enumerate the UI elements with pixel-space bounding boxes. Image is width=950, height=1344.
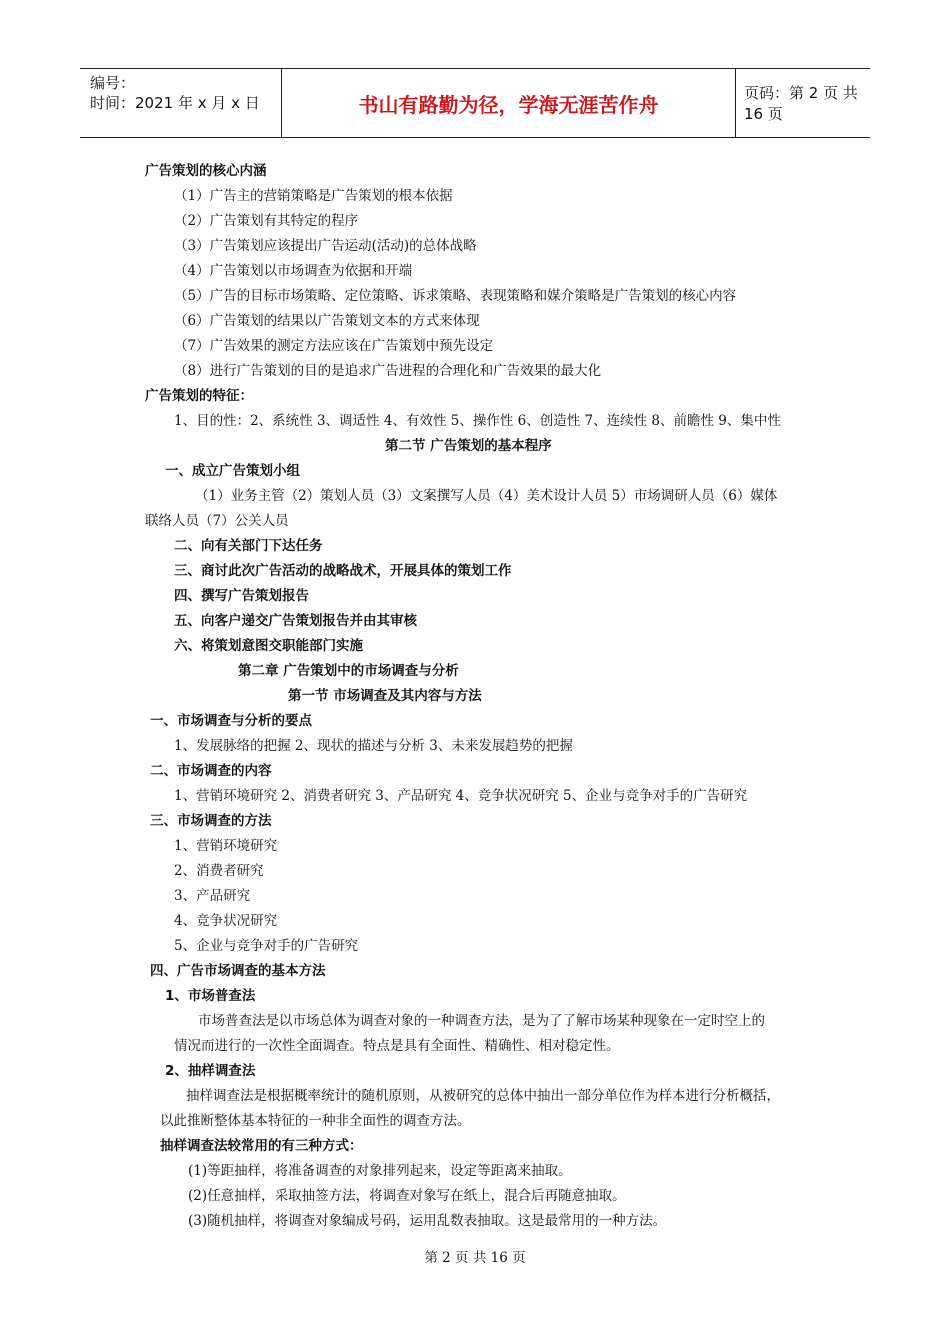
subsection-heading: 抽样调查法较常用的有三种方式： — [160, 1138, 363, 1154]
list-item: （5）广告的目标市场策略、定位策略、诉求策略、表现策略和媒介策略是广告策划的核心内容 — [174, 288, 737, 304]
header-motto: 书山有路勤为径，学海无涯苦作舟 — [281, 69, 736, 137]
paragraph-line: 1、营销环境研究 2、消费者研究 3、产品研究 4、竞争状况研究 5、企业与竞争对手的广告研究 — [174, 788, 748, 804]
paragraph-line: 联络人员（7）公关人员 — [145, 513, 289, 529]
list-item: （7）广告效果的测定方法应该在广告策划中预先设定 — [174, 338, 494, 354]
section-heading: 三、商讨此次广告活动的战略战术，开展具体的策划工作 — [174, 563, 512, 579]
list-item: （4）广告策划以市场调查为依据和开端 — [174, 263, 413, 279]
section-heading: 一、市场调查与分析的要点 — [150, 713, 312, 729]
list-item: （6）广告策划的结果以广告策划文本的方式来体现 — [174, 313, 480, 329]
list-item: （2）广告策划有其特定的程序 — [174, 213, 359, 229]
list-item: 1、营销环境研究 — [174, 838, 278, 854]
section-heading: 三、市场调查的方法 — [150, 813, 272, 829]
number-label: 编号： — [90, 74, 136, 92]
section-heading: 六、将策划意图交职能部门实施 — [174, 638, 363, 654]
paragraph-line: 抽样调查法是根据概率统计的随机原则，从被研究的总体中抽出一部分单位作为样本进行分析概括， — [186, 1088, 780, 1104]
section-heading: 二、市场调查的内容 — [150, 763, 272, 779]
list-item: 5、企业与竞争对手的广告研究 — [174, 938, 359, 954]
section-heading: 四、广告市场调查的基本方法 — [150, 963, 326, 979]
section-heading: 一、成立广告策划小组 — [165, 463, 300, 479]
section-heading: 广告策划的核心内涵 — [145, 163, 267, 179]
paragraph-line: （1）业务主管（2）策划人员（3）文案撰写人员（4）美术设计人员 5）市场调研人员（6）媒体 — [195, 488, 778, 504]
list-item: 4、竞争状况研究 — [174, 913, 278, 929]
paragraph-line: 以此推断整体基本特征的一种非全面性的调查方法。 — [160, 1113, 471, 1129]
list-item: (3)随机抽样，将调查对象编成号码，运用乱数表抽取。这是最常用的一种方法。 — [188, 1213, 667, 1229]
list-item: （8）进行广告策划的目的是追求广告进程的合理化和广告效果的最大化 — [174, 363, 602, 379]
header-meta — [80, 69, 281, 137]
list-item: （3）广告策划应该提出广告运动(活动)的总体战略 — [174, 238, 477, 254]
list-item: 3、产品研究 — [174, 888, 251, 904]
list-item: 2、消费者研究 — [174, 863, 264, 879]
section-heading: 广告策划的特征： — [145, 388, 253, 404]
list-item: (1)等距抽样，将准备调查的对象排列起来，设定等距离来抽取。 — [188, 1163, 572, 1179]
paragraph-line: 情况而进行的一次性全面调查。特点是具有全面性、精确性、相对稳定性。 — [174, 1038, 620, 1054]
time-label: 时间：2021 年 x 月 x 日 — [90, 94, 260, 112]
subsection-heading: 2、抽样调查法 — [165, 1063, 256, 1079]
header-page-info: 页码：第 2 页 共 16 页 — [744, 84, 858, 123]
section-heading: 五、向客户递交广告策划报告并由其审核 — [174, 613, 417, 629]
page-header — [80, 68, 870, 138]
chapter-title: 第二章 广告策划中的市场调查与分析 — [238, 663, 459, 679]
section-heading: 二、向有关部门下达任务 — [174, 538, 323, 554]
paragraph-line: 市场普查法是以市场总体为调查对象的一种调查方法，是为了了解市场某种现象在一定时空上的 — [198, 1013, 765, 1029]
paragraph-line: 1、发展脉络的把握 2、现状的描述与分析 3、未来发展趋势的把握 — [174, 738, 573, 754]
subsection-heading: 1、市场普查法 — [165, 988, 256, 1004]
paragraph-line: 1、目的性：2、系统性 3、调适性 4、有效性 5、操作性 6、创造性 7、连续性 8、前瞻性 9、集中性 — [174, 413, 781, 429]
list-item: （1）广告主的营销策略是广告策划的根本依据 — [174, 188, 453, 204]
section-title: 第二节 广告策划的基本程序 — [385, 438, 552, 454]
page-footer: 第 2 页 共 16 页 — [424, 1250, 526, 1266]
list-item: (2)任意抽样，采取抽签方法，将调查对象写在纸上，混合后再随意抽取。 — [188, 1188, 626, 1204]
section-title: 第一节 市场调查及其内容与方法 — [288, 688, 482, 704]
section-heading: 四、撰写广告策划报告 — [174, 588, 309, 604]
